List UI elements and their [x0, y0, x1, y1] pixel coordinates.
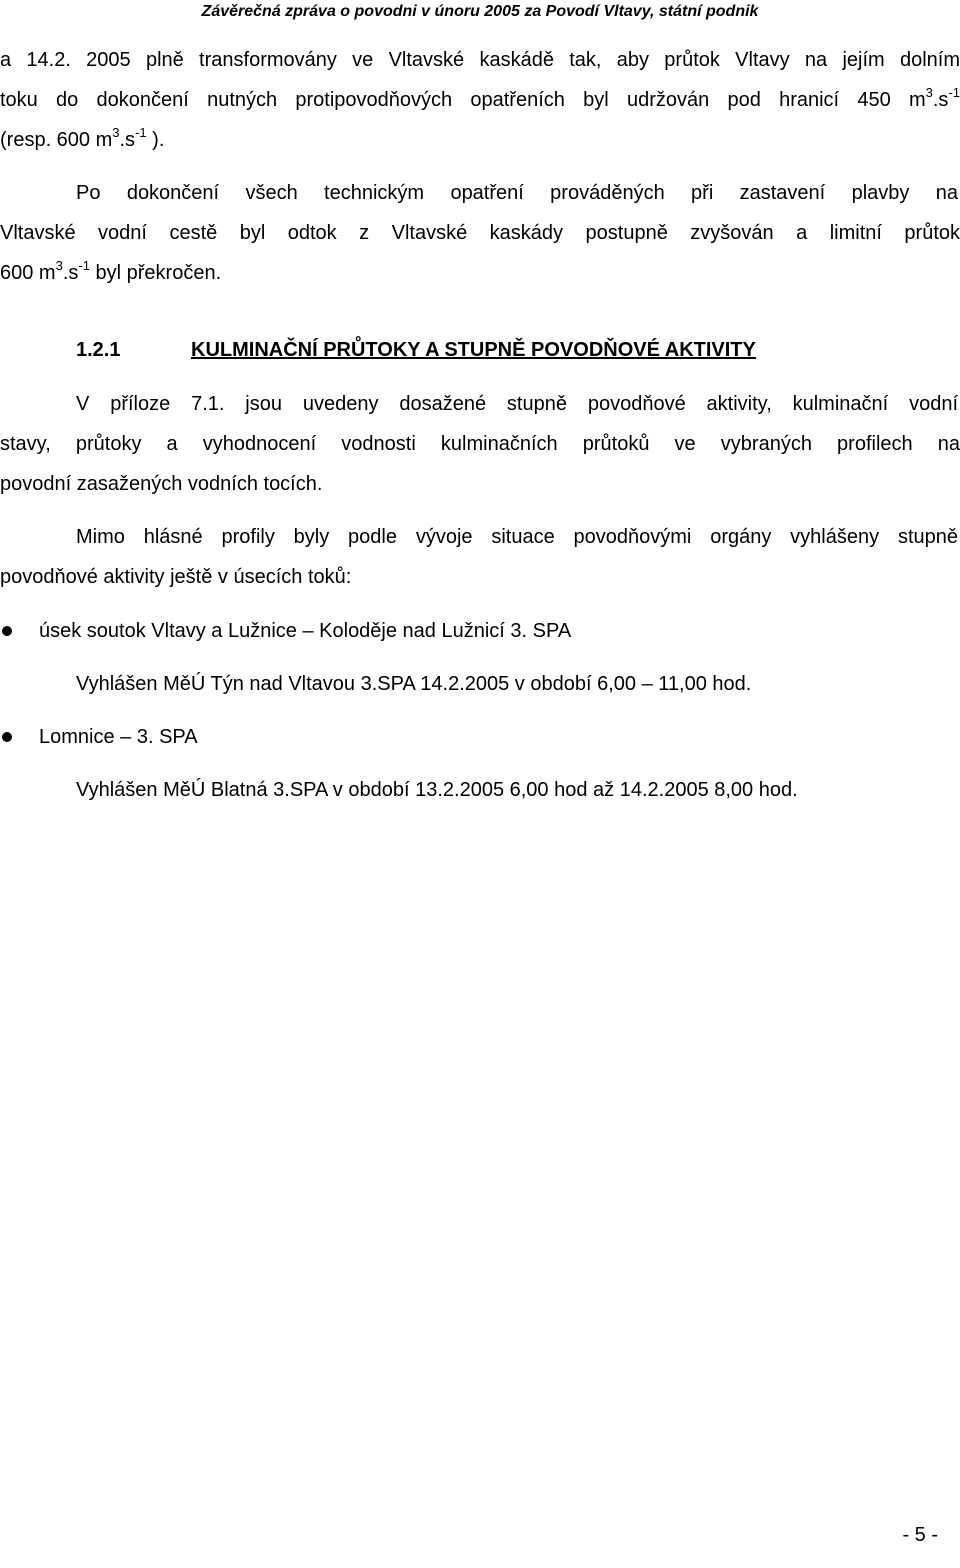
page-header: Závěrečná zpráva o povodni v únoru 2005 za Povodí Vltavy, státní podnik [201, 3, 759, 20]
text: (resp. 600 m [0, 129, 113, 151]
paragraph-1-line-2 [0, 87, 960, 113]
list-item-detail: Vyhlášen MěÚ Blatná 3.SPA v období 13.2.2005 6,00 hod až 14.2.2005 8,00 hod. [76, 779, 798, 801]
paragraph-1-line-3 [0, 127, 960, 153]
list-item-detail: Vyhlášen MěÚ Týn nad Vltavou 3.SPA 14.2.2005 v období 6,00 – 11,00 hod. [76, 673, 752, 695]
paragraph-4-line-2: povodňové aktivity ještě v úsecích toků: [0, 566, 352, 588]
paragraph-2-line-2: Vltavské vodní cestě byl odtok z Vltavské kaskády postupně zvyšován a limitní průtok [0, 222, 960, 244]
text: ). [146, 129, 165, 151]
text: .s [932, 89, 949, 111]
paragraph-2-line-3 [0, 260, 960, 286]
superscript: 3 [112, 125, 120, 141]
paragraph-3-line-1: V příloze 7.1. jsou uvedeny dosažené stupně povodňové aktivity, kulminační vodní [76, 393, 958, 415]
text: byl překročen. [89, 262, 222, 284]
text: .s [119, 129, 136, 151]
bullet-icon [2, 732, 12, 742]
superscript: 3 [925, 85, 933, 101]
text: .s [62, 262, 79, 284]
text: toku do dokončení nutných protipovodňových opatřeních byl udržován pod hranicí 450 m [0, 89, 926, 111]
paragraph-3-line-3: povodní zasažených vodních tocích. [0, 473, 323, 495]
section-number: 1.2.1 [76, 339, 121, 361]
paragraph-2-line-1: Po dokončení všech technickým opatření prováděných při zastavení plavby na [76, 182, 958, 204]
superscript: -1 [78, 258, 90, 274]
bullet-icon [2, 626, 12, 636]
paragraph-1-line-1: a 14.2. 2005 plně transformovány ve Vltavské kaskádě tak, aby průtok Vltavy na jejím dolním [0, 49, 960, 71]
superscript: -1 [135, 125, 147, 141]
paragraph-3-line-2: stavy, průtoky a vyhodnocení vodnosti kulminačních průtoků ve vybraných profilech na [0, 433, 960, 455]
section-heading [76, 337, 756, 363]
list-item-label: Lomnice – 3. SPA [39, 726, 198, 748]
text: 600 m [0, 262, 56, 284]
section-title: KULMINAČNÍ PRŮTOKY A STUPNĚ POVODŇOVÉ AKTIVITY [191, 339, 756, 361]
paragraph-4-line-1: Mimo hlásné profily byly podle vývoje situace povodňovými orgány vyhlášeny stupně [76, 526, 958, 548]
superscript: -1 [948, 85, 960, 101]
page-number: - 5 - [902, 1524, 938, 1546]
superscript: 3 [55, 258, 63, 274]
list-item-label: úsek soutok Vltavy a Lužnice – Koloděje nad Lužnicí 3. SPA [39, 620, 572, 642]
